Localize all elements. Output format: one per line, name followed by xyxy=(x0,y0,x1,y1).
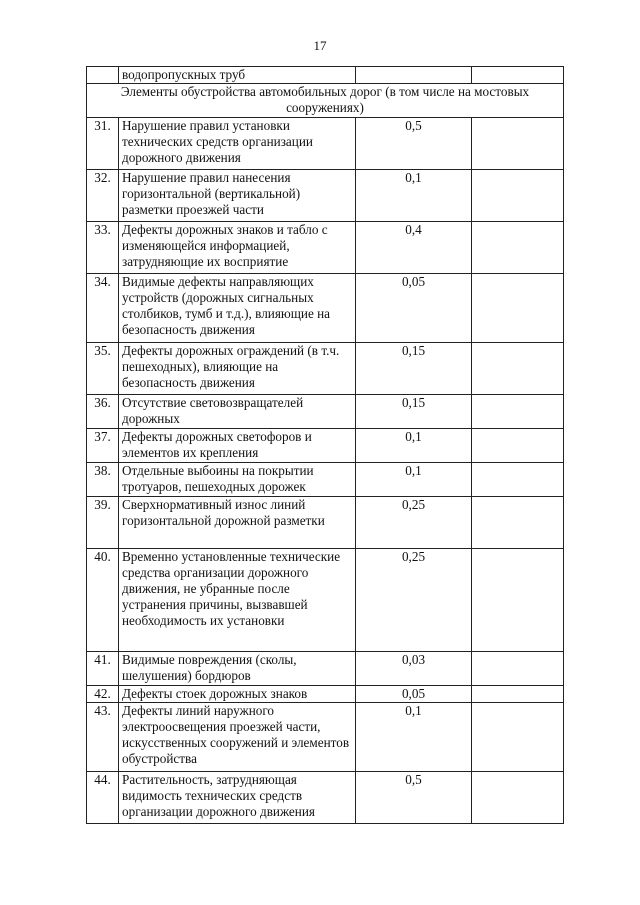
defect-description: Временно установленные технические средства организации дорожного движения, не убранные после устранения причины, вызвавшей необходимость их установки xyxy=(119,548,356,651)
row-number: 32. xyxy=(87,169,119,221)
table-row xyxy=(87,771,564,823)
row-extra-cell xyxy=(472,685,564,702)
defect-coefficient: 0,1 xyxy=(356,428,472,462)
table-row xyxy=(87,117,564,169)
row-number: 35. xyxy=(87,342,119,394)
row-extra-cell xyxy=(472,462,564,496)
defect-description: Отсутствие световозвращателей дорожных xyxy=(119,394,356,428)
continuation-text-cell: водопропускных труб xyxy=(119,67,356,84)
defect-description: Дефекты линий наружного электроосвещения проезжей части, искусственных сооружений и элементов обустройства xyxy=(119,702,356,771)
defect-description: Видимые дефекты направляющих устройств (дорожных сигнальных столбиков, тумб и т.д.), влияющие на безопасность движения xyxy=(119,273,356,342)
defect-description: Дефекты дорожных знаков и табло с изменяющейся информацией, затрудняющие их восприятие xyxy=(119,221,356,273)
defect-description: Отдельные выбоины на покрытии тротуаров, пешеходных дорожек xyxy=(119,462,356,496)
row-extra-cell xyxy=(472,169,564,221)
row-extra-cell xyxy=(472,273,564,342)
row-extra-cell xyxy=(472,394,564,428)
defect-description: Дефекты дорожных ограждений (в т.ч. пешеходных), влияющие на безопасность движения xyxy=(119,342,356,394)
defects-table-body xyxy=(87,67,564,824)
row-extra-cell xyxy=(472,342,564,394)
row-number: 36. xyxy=(87,394,119,428)
defect-description: Нарушение правил нанесения горизонтальной (вертикальной) разметки проезжей части xyxy=(119,169,356,221)
defect-coefficient: 0,05 xyxy=(356,273,472,342)
row-number: 41. xyxy=(87,651,119,685)
defect-coefficient: 0,25 xyxy=(356,496,472,548)
defect-coefficient: 0,15 xyxy=(356,394,472,428)
defect-coefficient: 0,4 xyxy=(356,221,472,273)
table-row xyxy=(87,702,564,771)
defect-coefficient: 0,1 xyxy=(356,462,472,496)
table-row xyxy=(87,169,564,221)
row-extra-cell xyxy=(472,117,564,169)
table-row xyxy=(87,273,564,342)
row-number: 44. xyxy=(87,771,119,823)
table-row xyxy=(87,651,564,685)
table-row xyxy=(87,221,564,273)
table-row xyxy=(87,428,564,462)
table-row xyxy=(87,394,564,428)
section-header-row xyxy=(87,84,564,117)
defect-description: Дефекты стоек дорожных знаков xyxy=(119,685,356,702)
defect-description: Растительность, затрудняющая видимость технических средств организации дорожного движения xyxy=(119,771,356,823)
defect-description: Сверхнормативный износ линий горизонтальной дорожной разметки xyxy=(119,496,356,548)
continuation-extra-cell xyxy=(472,67,564,84)
defect-description: Нарушение правил установки технических средств организации дорожного движения xyxy=(119,117,356,169)
row-number: 39. xyxy=(87,496,119,548)
row-extra-cell xyxy=(472,651,564,685)
row-number: 33. xyxy=(87,221,119,273)
defect-coefficient: 0,03 xyxy=(356,651,472,685)
defects-table xyxy=(86,66,564,824)
row-number: 38. xyxy=(87,462,119,496)
continuation-value-cell xyxy=(356,67,472,84)
defect-coefficient: 0,25 xyxy=(356,548,472,651)
row-number: 34. xyxy=(87,273,119,342)
row-number: 42. xyxy=(87,685,119,702)
row-extra-cell xyxy=(472,221,564,273)
row-extra-cell xyxy=(472,548,564,651)
defect-coefficient: 0,5 xyxy=(356,771,472,823)
table-row xyxy=(87,685,564,702)
row-number: 31. xyxy=(87,117,119,169)
section-title: Элементы обустройства автомобильных дорог (в том числе на мостовых сооружениях) xyxy=(87,84,564,117)
table-row xyxy=(87,496,564,548)
defect-coefficient: 0,1 xyxy=(356,702,472,771)
defect-coefficient: 0,1 xyxy=(356,169,472,221)
table-row xyxy=(87,462,564,496)
page-number: 17 xyxy=(313,38,327,53)
row-extra-cell xyxy=(472,428,564,462)
continuation-num-cell xyxy=(87,67,119,84)
row-extra-cell xyxy=(472,496,564,548)
row-number: 40. xyxy=(87,548,119,651)
defect-coefficient: 0,15 xyxy=(356,342,472,394)
defect-coefficient: 0,5 xyxy=(356,117,472,169)
row-number: 37. xyxy=(87,428,119,462)
row-number: 43. xyxy=(87,702,119,771)
table-row xyxy=(87,342,564,394)
defect-coefficient: 0,05 xyxy=(356,685,472,702)
defect-description: Дефекты дорожных светофоров и элементов их крепления xyxy=(119,428,356,462)
continuation-row xyxy=(87,67,564,84)
table-row xyxy=(87,548,564,651)
row-extra-cell xyxy=(472,702,564,771)
defect-description: Видимые повреждения (сколы, шелушения) бордюров xyxy=(119,651,356,685)
row-extra-cell xyxy=(472,771,564,823)
